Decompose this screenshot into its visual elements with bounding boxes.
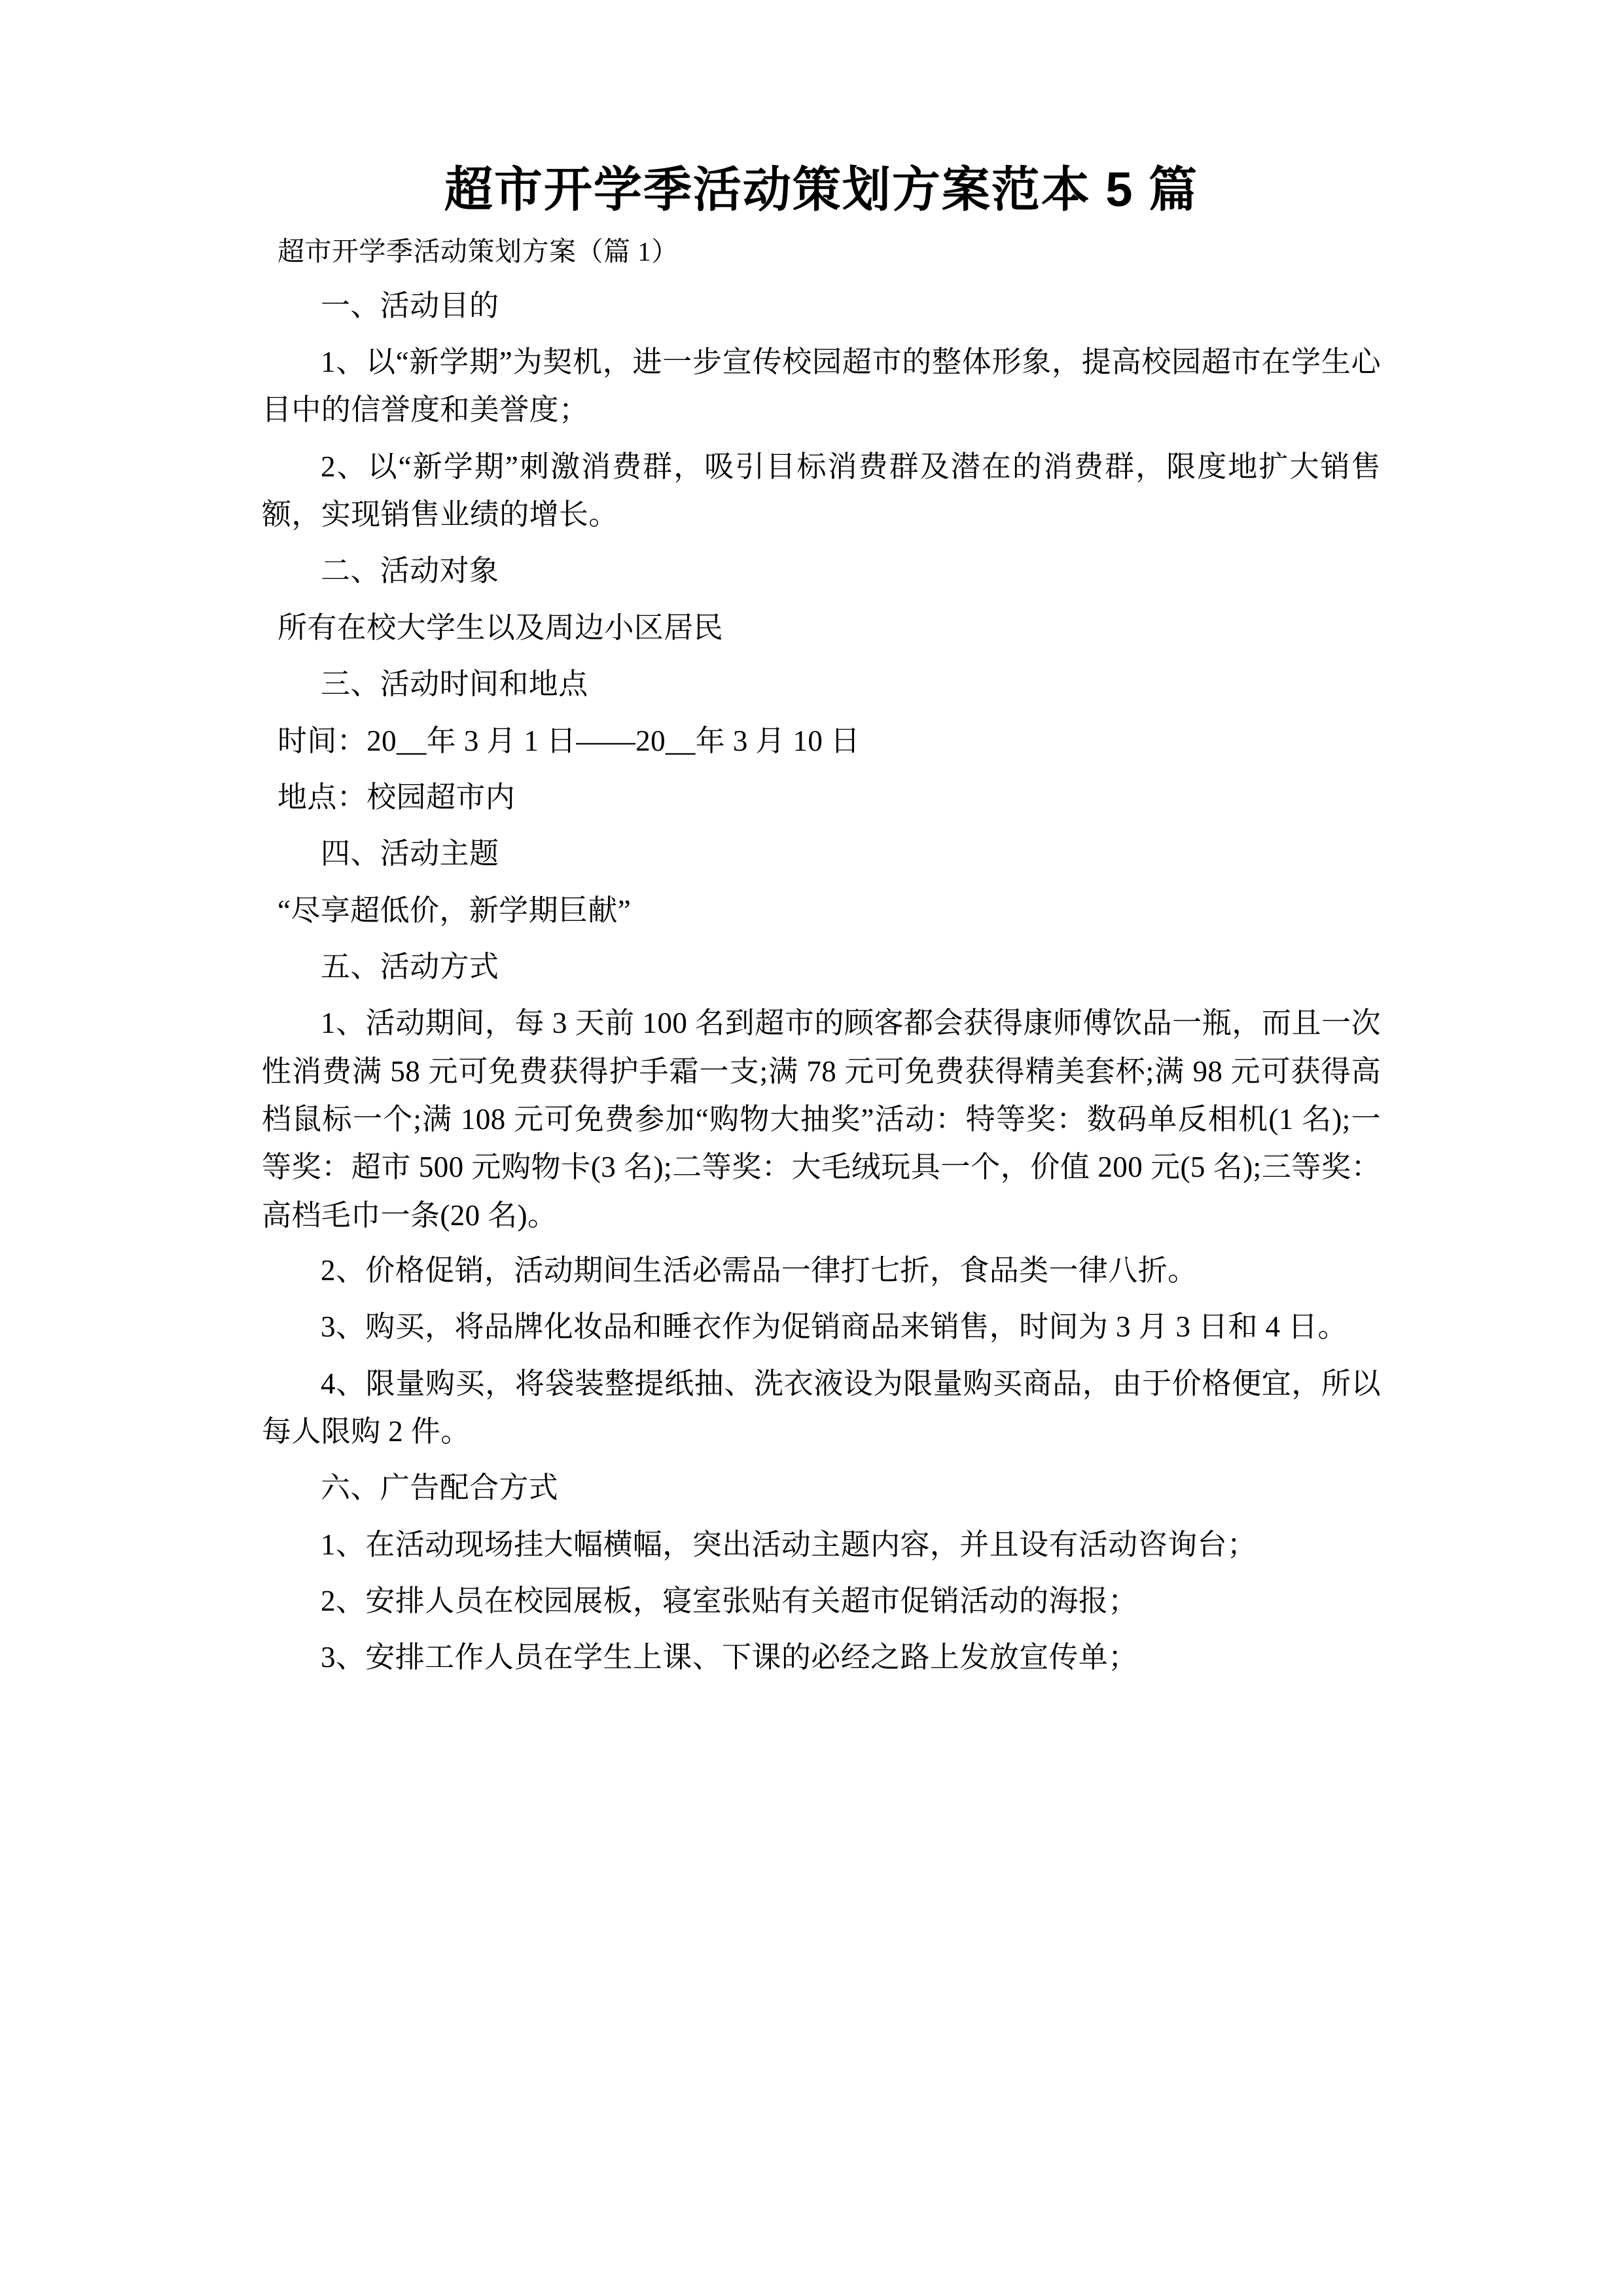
paragraph-theme-slogan: “尽享超低价，新学期巨献” bbox=[277, 893, 632, 927]
section-heading-3: 三、活动时间和地点 bbox=[321, 668, 588, 701]
paragraph-method-3: 3、购买，将品牌化妆品和睡衣作为促销商品来销售，时间为 3 月 3 日和 4 日。 bbox=[321, 1310, 1347, 1344]
paragraph-audience: 所有在校大学生以及周边小区居民 bbox=[277, 611, 724, 644]
paragraph-method-4: 4、限量购买，将袋装整提纸抽、洗衣液设为限量购买商品，由于价格便宜，所以每人限购 2 件。 bbox=[262, 1367, 1381, 1448]
section-heading-1: 一、活动目的 bbox=[321, 289, 499, 322]
page-title: 超市开学季活动策划方案范本 5 篇 bbox=[444, 162, 1199, 217]
paragraph-ad-2: 2、安排人员在校园展板，寝室张贴有关超市促销活动的海报； bbox=[321, 1585, 1138, 1617]
section-heading-2: 二、活动对象 bbox=[321, 554, 499, 588]
paragraph-ad-3: 3、安排工作人员在学生上课、下课的必经之路上发放宣传单； bbox=[321, 1641, 1138, 1674]
section-heading-6: 六、广告配合方式 bbox=[321, 1471, 559, 1505]
paragraph-method-2: 2、价格促销，活动期间生活必需品一律打七折，食品类一律八折。 bbox=[321, 1253, 1198, 1287]
paragraph-ad-1: 1、在活动现场挂大幅横幅，突出活动主题内容，并且设有活动咨询台； bbox=[321, 1528, 1257, 1561]
document-subtitle: 超市开学季活动策划方案（篇 1） bbox=[277, 236, 679, 267]
paragraph-purpose-2: 2、以“新学期”刺激消费群，吸引目标消费群及潜在的消费群，限度地扩大销售额，实现销售业绩的增长。 bbox=[262, 450, 1381, 531]
paragraph-time: 时间：20__年 3 月 1 日——20__年 3 月 10 日 bbox=[277, 724, 861, 757]
paragraph-method-1: 1、活动期间，每 3 天前 100 名到超市的顾客都会获得康师傅饮品一瓶，而且一次性消费满 58 元可免费获得护手霜一支;满 78 元可免费获得精美套杯;满 98 元可获得高档鼠标一个;满 108 元可免费参加“购物大抽奖”活动：特等奖：数码单反相机(1 名);一等奖：超市 500 元购物卡(3 名);二等奖：大毛绒玩具一个，价值 200 元(5 名);三等奖：高档毛巾一条(20 名)。 bbox=[262, 1007, 1381, 1232]
document-content bbox=[262, 157, 1381, 1691]
paragraph-purpose-1: 1、以“新学期”为契机，进一步宣传校园超市的整体形象，提高校园超市在学生心目中的信誉度和美誉度； bbox=[262, 346, 1381, 427]
section-heading-5: 五、活动方式 bbox=[321, 950, 499, 983]
paragraph-location: 地点：校园超市内 bbox=[277, 780, 516, 814]
section-heading-4: 四、活动主题 bbox=[321, 837, 499, 870]
